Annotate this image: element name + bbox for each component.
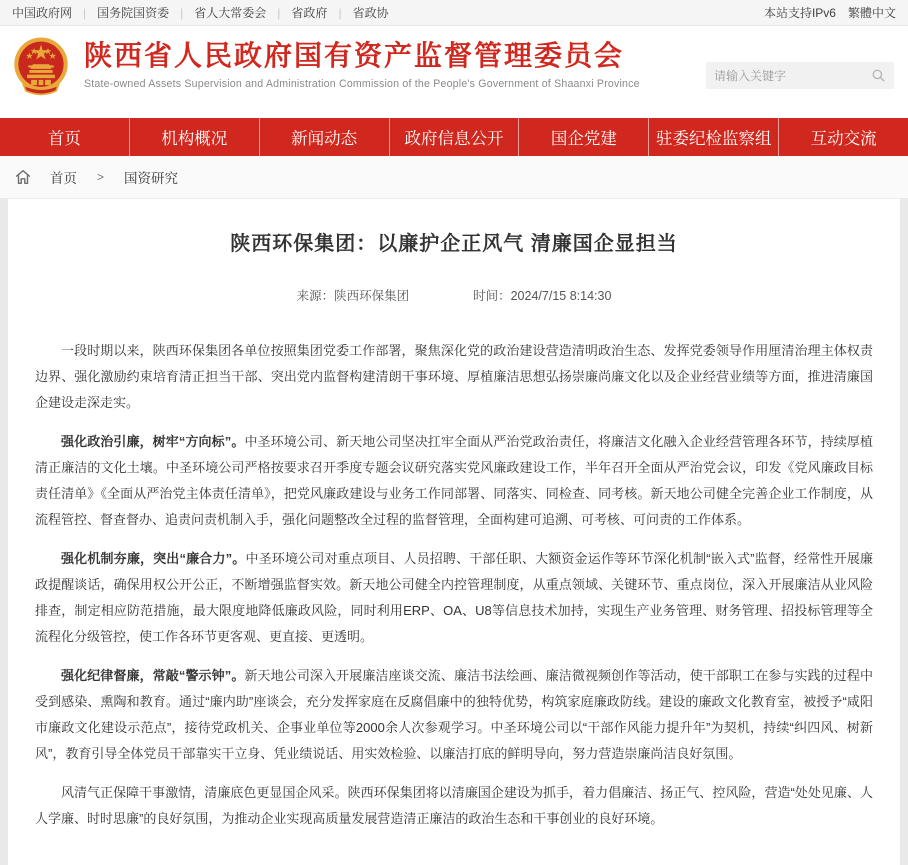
breadcrumb-home[interactable]: 首页 [50, 171, 77, 186]
site-header [0, 26, 908, 118]
nav-organization[interactable]: 机构概况 [130, 118, 260, 156]
paragraph-text: 新天地公司深入开展廉洁座谈交流、廉洁书法绘画、廉洁微视频创作等活动，使干部职工在参与实践的过程中受到感染、熏陶和教育。通过“廉内助”座谈会，充分发挥家庭在反腐倡廉中的独特优势，构筑家庭廉政防线。建设的廉政文化教育室，被授予“咸阳市廉政文化建设示范点”，接待党政机关、企事业单位等2000余人次参观学习。中圣环境公司以“干部作风能力提升年”为契机，持续“纠四风、树新风”，教育引导全体党员干部靠实干立身、凭业绩说话、用实效检验、以廉洁打底的鲜明导向，努力营造崇廉尚洁良好氛围。 [35, 668, 873, 761]
topbar-right [764, 4, 896, 21]
article-body [35, 338, 873, 832]
search-icon[interactable] [871, 68, 886, 83]
article-time: 时间：2024/7/15 8:14:30 [473, 289, 612, 303]
paragraph [35, 780, 873, 832]
paragraph-text: 一段时期以来，陕西环保集团各单位按照集团党委工作部署，聚焦深化党的政治建设营造清明政治生态、发挥党委领导作用厘清治理主体权责边界、强化激励约束培育清正担当干部、突出党内监督构建清朗干事环境、厚植廉洁思想弘扬崇廉尚廉文化以及企业经营业绩等方面，推进清廉国企建设走深走实。 [35, 343, 873, 410]
traditional-chinese-toggle[interactable]: 繁體中文 [847, 6, 896, 20]
national-emblem-logo [12, 34, 70, 106]
paragraph [35, 546, 873, 650]
paragraph [35, 663, 873, 767]
brand-text [84, 34, 640, 90]
nav-home[interactable]: 首页 [0, 118, 130, 156]
article-source: 来源：陕西环保集团 [296, 289, 410, 303]
site-subtitle-english: State-owned Assets Supervision and Administration Commission of the People's Government of Shaanxi Province [84, 78, 640, 91]
search-box[interactable] [706, 62, 894, 89]
home-icon[interactable] [14, 168, 32, 186]
link-provincial-cppcc[interactable]: 省政协 [352, 6, 389, 20]
top-utility-bar [0, 0, 908, 26]
nav-news[interactable]: 新闻动态 [260, 118, 390, 156]
paragraph [35, 338, 873, 416]
breadcrumb [0, 156, 908, 198]
nav-interaction[interactable]: 互动交流 [810, 130, 877, 148]
government-links [12, 4, 389, 21]
breadcrumb-current[interactable]: 国资研究 [124, 171, 179, 186]
main-navigation [0, 118, 908, 156]
paragraph-lead: 强化纪律督廉，常敲“警示钟”。 [61, 668, 245, 683]
link-provincial-gov[interactable]: 省政府 | [291, 4, 352, 21]
link-china-gov[interactable]: 中国政府网 | [12, 4, 97, 21]
site-title: 陕西省人民政府国有资产监督管理委员会 [84, 40, 625, 71]
nav-gov-info-disclosure[interactable]: 政府信息公开 [390, 118, 520, 156]
paragraph-lead: 强化机制夯廉，突出“廉合力”。 [61, 551, 246, 566]
link-sasac[interactable]: 国务院国资委 | [97, 4, 194, 21]
paragraph-text: 中圣环境公司、新天地公司坚决扛牢全面从严治党政治责任，将廉洁文化融入企业经营管理各环节，持续厚植清正廉洁的文化土壤。中圣环境公司严格按要求召开季度专题会议研究落实党风廉政建设工作，半年召开全面从严治党会议，印发《党风廉政目标责任清单》《全面从严治党主体责任清单》，把党风廉政建设与业务工作同部署、同落实、同检查、同考核。新天地公司健全完善企业工作制度，从流程管控、督查督办、追责问责机制入手，强化问题整改全过程的监督管理，全面构建可追溯、可考核、可问责的工作体系。 [35, 434, 873, 527]
paragraph-lead: 强化政治引廉，树牢“方向标”。 [61, 434, 245, 449]
article-meta [35, 286, 873, 304]
link-provincial-congress[interactable]: 省人大常委会 | [194, 4, 291, 21]
paragraph [35, 429, 873, 533]
nav-discipline-inspection[interactable]: 驻委纪检监察组 [649, 118, 779, 156]
paragraph-text: 风清气正保障干事激情，清廉底色更显国企风采。陕西环保集团将以清廉国企建设为抓手，着力倡廉洁、扬正气、控风险，营造“处处见廉、人人学廉、时时思廉”的良好氛围，为推动企业实现高质量发展营造清正廉洁的政治生态和干事创业的良好环境。 [35, 785, 873, 826]
paragraph-text: 中圣环境公司对重点项目、人员招聘、干部任职、大额资金运作等环节深化机制“嵌入式”监督，经常性开展廉政提醒谈话，确保用权公开公正，不断增强监督实效。新天地公司健全内控管理制度，从重点领域、关键环节、重点岗位，深入开展廉洁从业风险排查，制定相应防范措施，最大限度地降低廉政风险，同时利用ERP、OA、U8等信息技术加持，实现生产业务管理、财务管理、招投标管理等全流程化分级管控，使工作各环节更客观、更直接、更透明。 [35, 551, 873, 644]
article-title: 陕西环保集团：以廉护企正风气 清廉国企显担当 [230, 233, 678, 255]
nav-soe-party-building[interactable]: 国企党建 [519, 118, 649, 156]
search-input[interactable] [714, 69, 871, 83]
ipv6-badge: 本站支持IPv6 [763, 6, 836, 20]
article-container [8, 198, 900, 865]
breadcrumb-separator: > [97, 170, 105, 184]
